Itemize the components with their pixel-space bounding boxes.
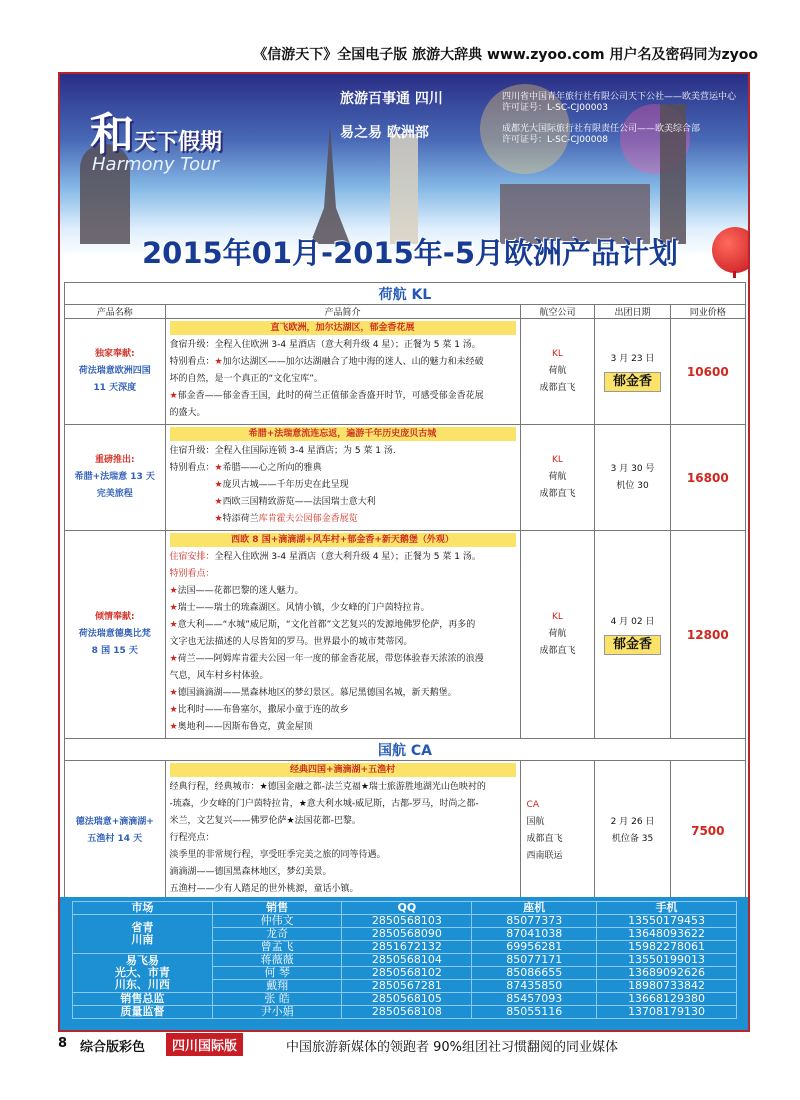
product-name: 独家奉献: 荷法瑞意欧洲四国 11 天深度 (65, 319, 166, 425)
qq-number: 2850568090 (342, 928, 472, 941)
sales-contact-table (72, 901, 737, 1019)
mobile: 13668129380 (597, 993, 737, 1006)
product-name: 德法瑞意+滴滴湖+ 五渔村 14 天 (65, 761, 166, 901)
market-label: 质量监督 (73, 1006, 213, 1019)
header-product-intro: 产品简介 (165, 305, 520, 319)
star-icon: ★ (169, 705, 178, 715)
landline: 87041038 (472, 928, 597, 941)
star-icon: ★ (214, 357, 223, 367)
departure-date: 4 月 02 日 郁金香 (595, 531, 670, 739)
departure-date: 3 月 23 日 郁金香 (595, 319, 670, 425)
product-ribbon: 西欧 8 国+滴滴湖+风车村+郁金香+新天鹅堡（外观） (170, 533, 516, 547)
page-footer (58, 1033, 750, 1055)
star-icon: ★ (169, 603, 178, 613)
market-label: 销售总监 (73, 993, 213, 1006)
landline: 85086655 (472, 967, 597, 980)
qq-number: 2850568104 (342, 954, 472, 967)
landline: 69956281 (472, 941, 597, 954)
price: 7500 (670, 761, 745, 901)
star-icon: ★ (214, 497, 223, 507)
landline: 85077171 (472, 954, 597, 967)
pisa-tower-silhouette (390, 134, 418, 244)
page-number: 8 (58, 1036, 68, 1051)
partner-yizhiyi: 易之易 欧洲部 (340, 125, 429, 141)
table-row (65, 425, 746, 531)
harmony-logo-en: Harmony Tour (92, 154, 219, 175)
product-intro: 西欧 8 国+滴滴湖+风车村+郁金香+新天鹅堡（外观） 住宿安排：全程入住欧洲 3-4 星酒店（意大利升级 4 星）；正餐为 5 菜 1 汤。 特别看点： ★法国——花都巴黎的迷人魅力。 ★瑞士——瑞士的琉森湖区。风情小镇，少女峰的门户茵特拉肯。 ★意大利——“水城”威尼斯，“文化首都”文艺复兴的发源地佛罗伦萨，再多的 文字也无法描述的人尽皆知的罗马。世界最小的城市梵蒂冈。 ★荷兰——阿姆库肯霍夫公园一年一度的郁金香花展，带您体验春天浓浓的浪漫 气息，风车村乡村体验。 ★德国滴滴湖——黑森林地区的梦幻景区。慕尼黑德国名城，新天鹅堡。 ★比利时——布鲁塞尔，撒尿小童于连的故乡 ★奥地利——因斯布鲁克，黄金屋顶 (165, 531, 520, 739)
star-icon: ★ (214, 480, 223, 490)
table-row (65, 319, 746, 425)
tulip-badge: 郁金香 (604, 635, 661, 655)
contact-row (73, 993, 737, 1006)
airline-info: CA 国航 成都直飞 西南联运 (520, 761, 595, 901)
section-klm: 荷航 KL (65, 283, 746, 305)
table-row (65, 531, 746, 739)
lantern-tassel-decor (733, 271, 736, 278)
qq-number: 2850568102 (342, 967, 472, 980)
product-ribbon: 希腊+法瑞意流连忘返，遍游千年历史庞贝古城 (170, 427, 516, 441)
contact-header-row (73, 902, 737, 915)
contact-row (73, 915, 737, 928)
mobile: 13689092626 (597, 967, 737, 980)
price: 10600 (670, 319, 745, 425)
product-intro: 直飞欧洲，加尔达湖区，郁金香花展 食宿升级：全程入住欧洲 3-4 星酒店（意大利升级 4 星）；正餐为 5 菜 1 汤。 特别看点：★加尔达湖区——加尔达湖融合了地中海的迷人、山的魅力和未经破 坏的自然，是一个真正的“文化宝库”。 ★郁金香——郁金香王国，此时的荷兰正值郁金香盛开时节，可感受郁金香花展 的盛大。 (165, 319, 520, 425)
price: 16800 (670, 425, 745, 531)
section-name: 综合版彩色 (80, 1040, 146, 1055)
sales-name: 曾孟飞 (212, 941, 342, 954)
table-header-row (65, 305, 746, 319)
footer-slogan: 中国旅游新媒体的领跑者 90%组团社习惯翻阅的同业媒体 (286, 1040, 619, 1055)
qq-number: 2850568108 (342, 1006, 472, 1019)
sales-name: 戴翔 (212, 980, 342, 993)
sales-name: 张 皓 (212, 993, 342, 1006)
tulip-badge: 郁金香 (604, 372, 661, 392)
departure-date: 3 月 30 号 机位 30 (595, 425, 670, 531)
page-title: 2015年01月-2015年-5月欧洲产品计划 (141, 236, 679, 270)
sales-name: 尹小娟 (212, 1006, 342, 1019)
market-label: 易飞易 光大、市青 川东、川西 (73, 954, 213, 993)
edition-tag: 四川国际版 (166, 1033, 243, 1056)
qq-number: 2851672132 (342, 941, 472, 954)
product-intro: 希腊+法瑞意流连忘返，遍游千年历史庞贝古城 住宿升级：全程入住国际连锁 3-4 星酒店；为 5 菜 1 汤. 特别看点：★希腊——心之所向的雅典 ★庞贝古城——千年历史在此呈现 ★西欧三国精致游览——法国瑞士意大利 ★特添荷兰库肯霍夫公园郁金香展览 (165, 425, 520, 531)
header-airline: 航空公司 (520, 305, 595, 319)
contact-header: 销售 (212, 902, 342, 915)
star-icon: ★ (214, 514, 223, 524)
star-icon: ★ (169, 722, 178, 732)
header-price: 同业价格 (670, 305, 745, 319)
page-frame (58, 72, 750, 1032)
harmony-logo: 和天下假期 (90, 109, 223, 160)
qq-number: 2850567281 (342, 980, 472, 993)
contact-header: QQ (342, 902, 472, 915)
star-icon: ★ (169, 586, 178, 596)
mobile: 13550179453 (597, 915, 737, 928)
landline: 85055116 (472, 1006, 597, 1019)
product-ribbon: 直飞欧洲，加尔达湖区，郁金香花展 (170, 321, 516, 335)
sales-name: 龙奇 (212, 928, 342, 941)
market-label: 省青 川南 (73, 915, 213, 954)
landline: 87435850 (472, 980, 597, 993)
qq-number: 2850568105 (342, 993, 472, 1006)
mobile: 13708179130 (597, 1006, 737, 1019)
contact-header: 市场 (73, 902, 213, 915)
qq-number: 2850568103 (342, 915, 472, 928)
product-intro: 经典四国+滴滴湖+五渔村 经典行程，经典城市：★德国金融之都-法兰克福★瑞士旅游胜地湖光山色映衬的 -琉森，少女峰的门户茵特拉肯，★意大利水城-威尼斯，古都-罗马，时尚之都- 米兰，文艺复兴——佛罗伦萨★法国花都-巴黎。 行程亮点： 淡季里的非常规行程，享受旺季完美之旅的同等待遇。 滴滴湖——德国黑森林地区，梦幻美景。 五渔村——少有人踏足的世外桃源，童话小镇。 (165, 761, 520, 901)
header-product-name: 产品名称 (65, 305, 166, 319)
top-banner: 《信游天下》全国电子版 旅游大辞典 www.zyoo.com 用户名及密码同为zyoo (253, 47, 758, 63)
eiffel-tower-silhouette (310, 124, 350, 244)
product-ribbon: 经典四国+滴滴湖+五渔村 (170, 763, 516, 777)
contact-row (73, 954, 737, 967)
mobile: 13648093622 (597, 928, 737, 941)
section-air-china: 国航 CA (65, 739, 746, 761)
contact-row (73, 1006, 737, 1019)
product-name: 倾情奉献: 荷法瑞意德奥比梵 8 国 15 天 (65, 531, 166, 739)
product-name: 重磅推出: 希腊+法瑞意 13 天 完美旅程 (65, 425, 166, 531)
license-cyts: 四川省中国青年旅行社有限公司天下公社——欧美营运中心 许可证号：L-SC-CJ00003 (502, 92, 737, 113)
mobile: 15982278061 (597, 941, 737, 954)
contact-header: 手机 (597, 902, 737, 915)
sales-contact-panel (60, 897, 748, 1030)
sales-name: 仲伟文 (212, 915, 342, 928)
product-table (64, 282, 746, 901)
star-icon: ★ (169, 620, 178, 630)
price: 12800 (670, 531, 745, 739)
star-icon: ★ (169, 688, 178, 698)
sales-name: 何 琴 (212, 967, 342, 980)
table-row (65, 761, 746, 901)
license-guangda: 成都光大国际旅行社有限责任公司——欧美综合部 许可证号：L-SC-CJ00008 (502, 124, 701, 145)
airline-info: KL 荷航 成都直飞 (520, 319, 595, 425)
partner-lvyou-baishitong: 旅游百事通 四川 (340, 91, 443, 107)
landline: 85457093 (472, 993, 597, 1006)
mobile: 13550199013 (597, 954, 737, 967)
sales-name: 蒋薇薇 (212, 954, 342, 967)
header-date: 出团日期 (595, 305, 670, 319)
landline: 85077373 (472, 915, 597, 928)
airline-info: KL 荷航 成都直飞 (520, 531, 595, 739)
departure-date: 2 月 26 日 机位备 35 (595, 761, 670, 901)
star-icon: ★ (169, 391, 178, 401)
star-icon: ★ (214, 463, 223, 473)
mobile: 18980733842 (597, 980, 737, 993)
airline-info: KL 荷航 成都直飞 (520, 425, 595, 531)
star-icon: ★ (169, 654, 178, 664)
contact-header: 座机 (472, 902, 597, 915)
hero-banner (60, 74, 748, 278)
